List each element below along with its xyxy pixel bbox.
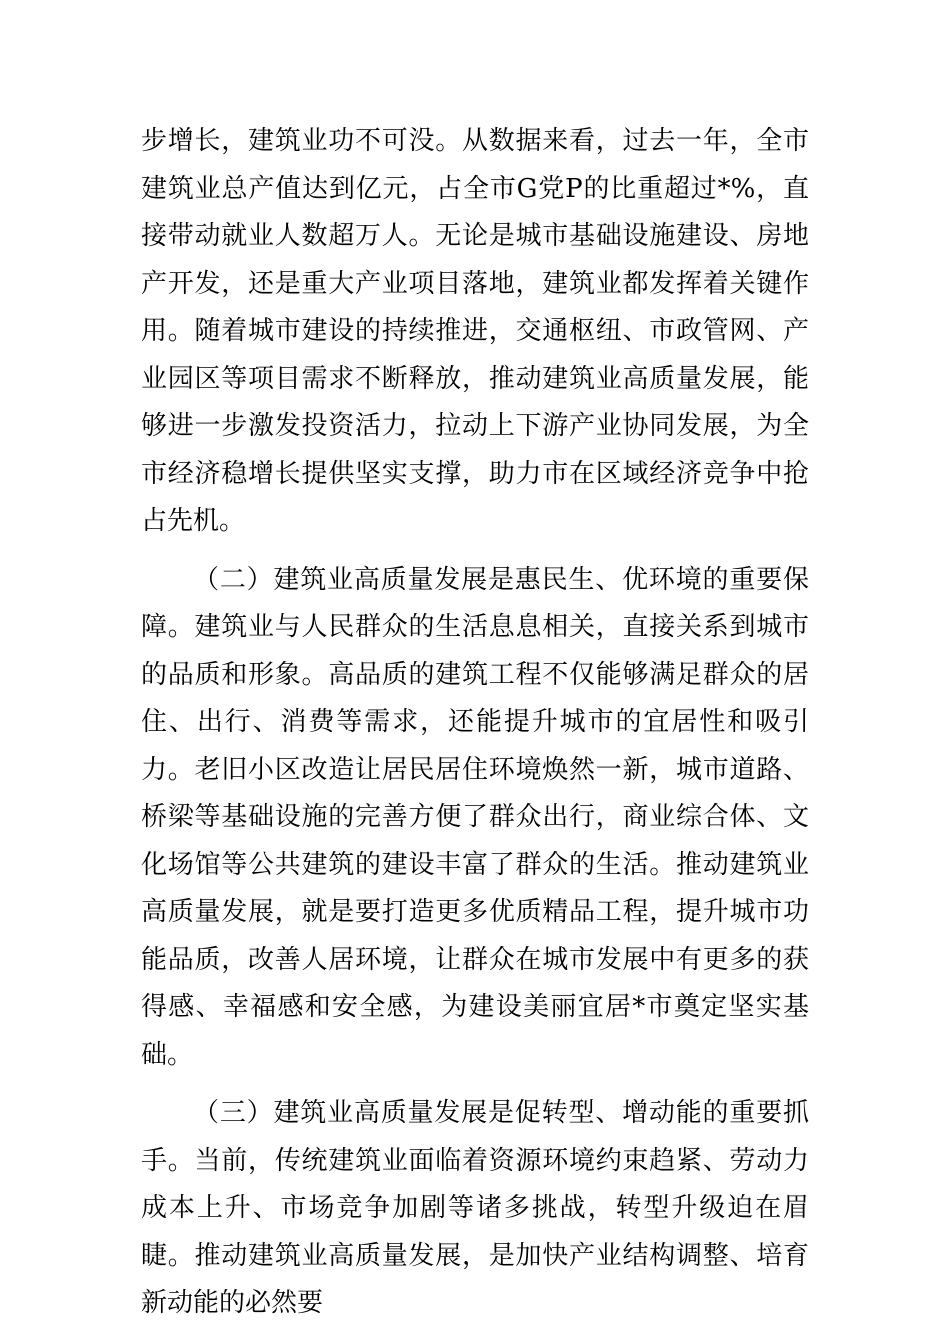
paragraph-continuation: 步增长，建筑业功不可没。从数据来看，过去一年，全市建筑业总产值达到亿元，占全市G党P的比重超过*%，直接带动就业人数超万人。无论是城市基础设施建设、房地产开发，还是重大产业项目落地，建筑业都发挥着关键作用。随着城市建设的持续推进，交通枢纽、市政管网、产业园区等项目需求不断释放，推动建筑业高质量发展，能够进一步激发投资活力，拉动上下游产业协同发展，为全市经济稳增长提供坚实支撑，助力市在区域经济竞争中抢占先机。 [141, 126, 809, 536]
document-body [141, 118, 809, 1328]
paragraph-section-2: （二）建筑业高质量发展是惠民生、优环境的重要保障。建筑业与人民群众的生活息息相关，直接关系到城市的品质和形象。高品质的建筑工程不仅能够满足群众的居住、出行、消费等需求，还能提升城市的宜居性和吸引力。老旧小区改造让居民居住环境焕然一新，城市道路、桥梁等基础设施的完善方便了群众出行，商业综合体、文化场馆等公共建筑的建设丰富了群众的生活。推动建筑业高质量发展，就是要打造更多优质精品工程，提升城市功能品质，改善人居环境，让群众在城市发展中有更多的获得感、幸福感和安全感，为建设美丽宜居*市奠定坚实基础。 [141, 564, 809, 1070]
paragraph-section-3: （三）建筑业高质量发展是促转型、增动能的重要抓手。当前，传统建筑业面临着资源环境约束趋紧、劳动力成本上升、市场竞争加剧等诸多挑战，转型升级迫在眉睫。推动建筑业高质量发展，是加快产业结构调整、培育新动能的必然要 [141, 1098, 809, 1318]
